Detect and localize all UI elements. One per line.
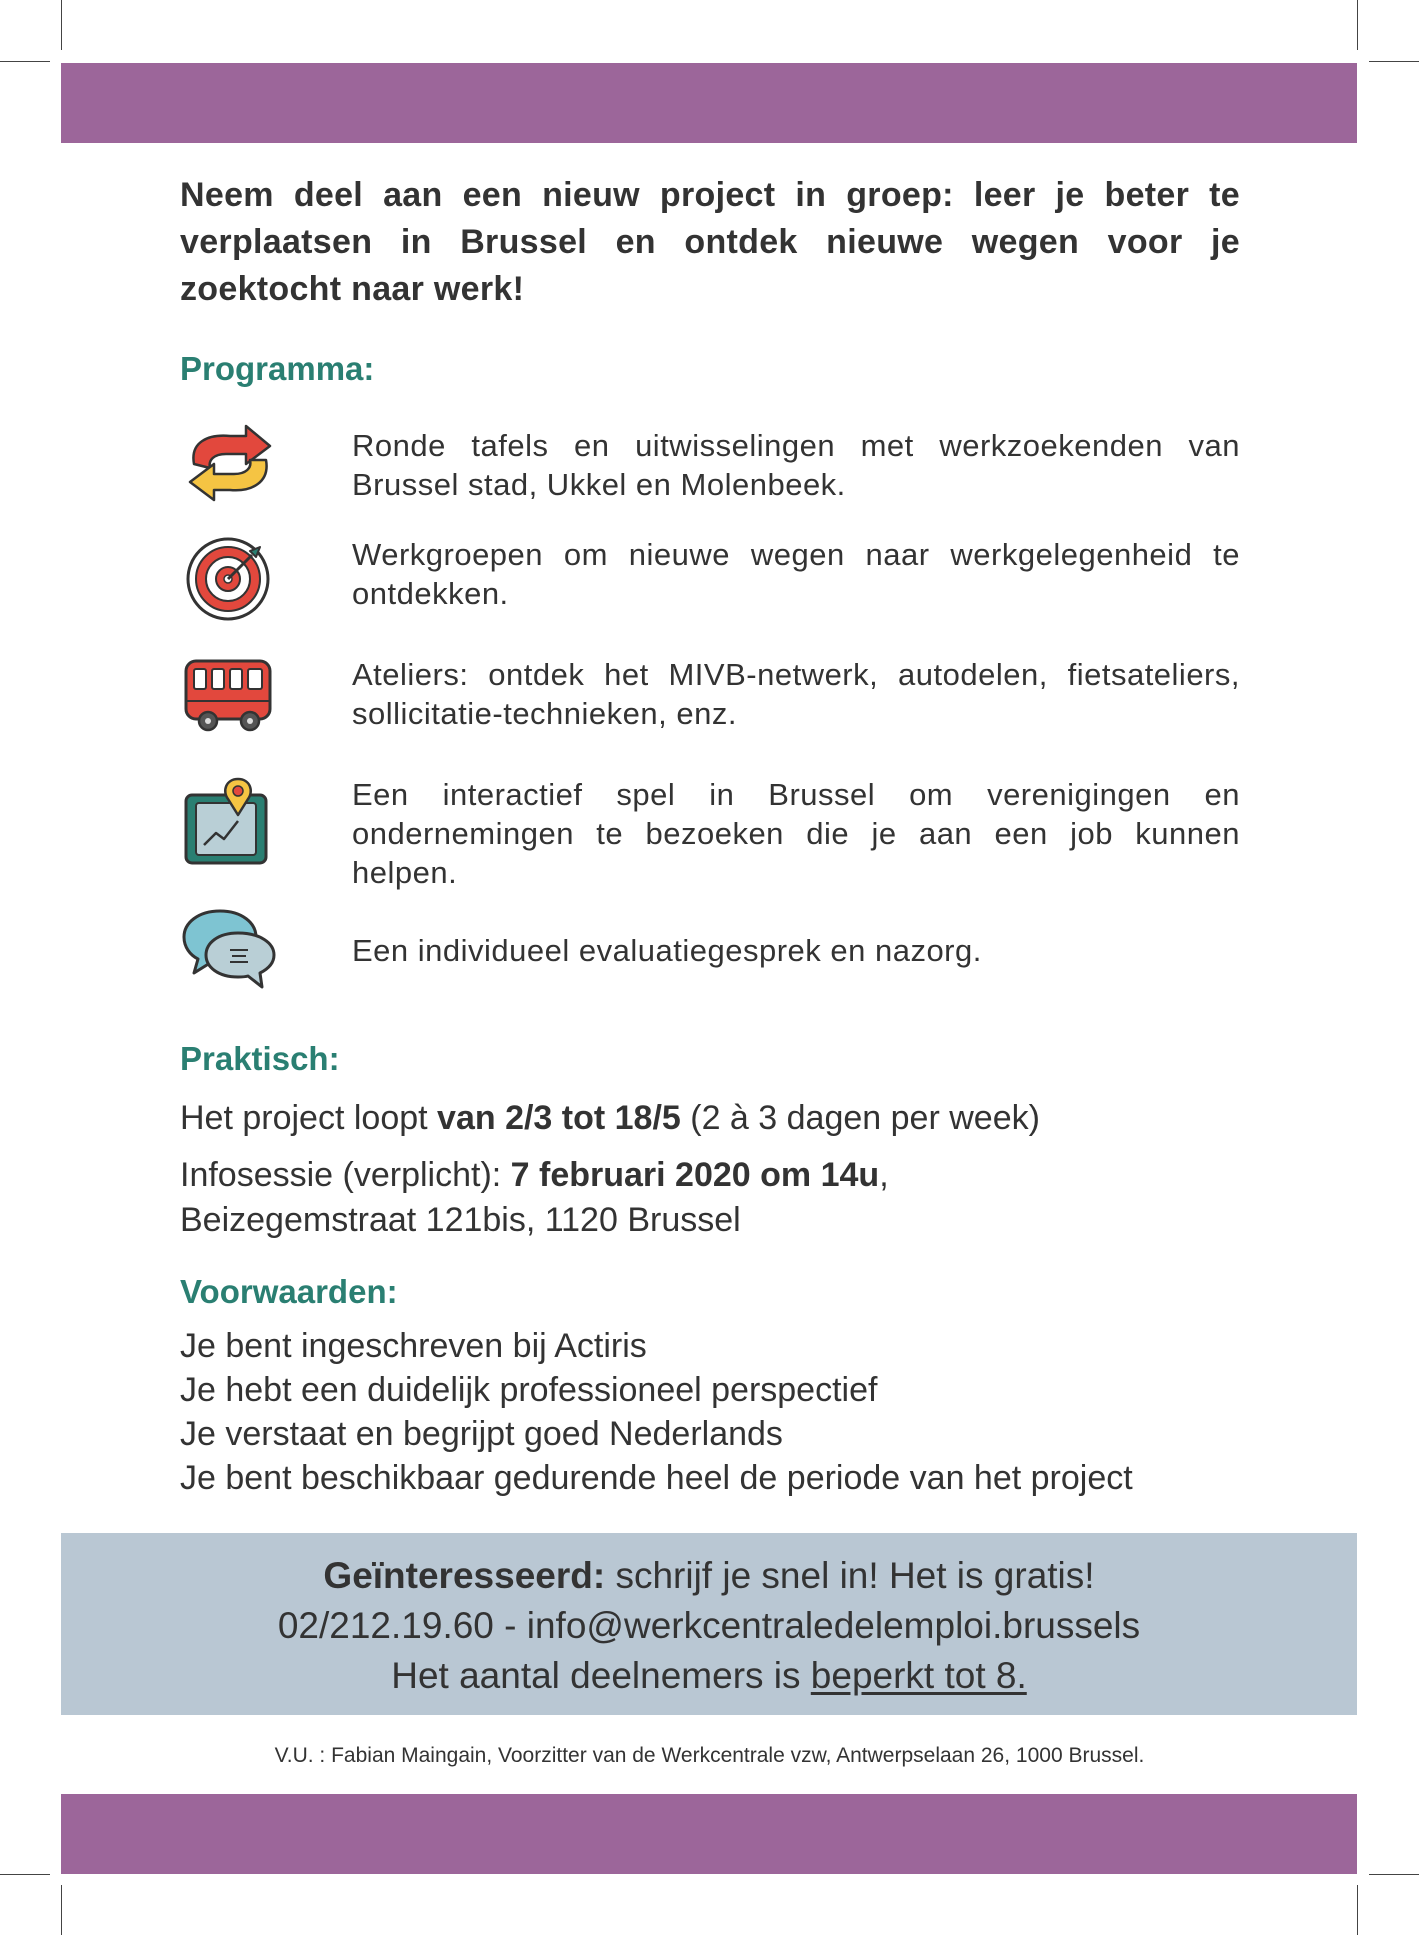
cta-line-3-prefix: Het aantal deelnemers is: [391, 1655, 811, 1696]
program-heading: Programma:: [180, 350, 375, 387]
project-dates: van 2/3 tot 18/5: [437, 1099, 681, 1137]
infosession-date: 7 februari 2020 om 14u: [510, 1156, 880, 1194]
address-line: Beizegemstraat 121bis, 1120 Brussel: [180, 1201, 741, 1239]
infosession-prefix: Infosessie (verplicht):: [180, 1156, 511, 1194]
project-dates-prefix: Het project loopt: [180, 1099, 438, 1137]
crop-mark: [1369, 1874, 1419, 1875]
crop-mark: [1357, 0, 1358, 50]
program-item-text: Werkgroepen om nieuwe wegen naar werkgelegenheid te ontdekken.: [352, 537, 1240, 611]
project-dates-suffix: (2 à 3 dagen per week): [680, 1099, 1040, 1137]
infosession-suffix: ,: [879, 1156, 889, 1194]
condition-item: Je bent beschikbaar gedurende heel de periode van het project: [180, 1459, 1133, 1497]
condition-item: Je verstaat en begrijpt goed Nederlands: [180, 1415, 783, 1453]
call-to-action-box: [61, 1533, 1357, 1715]
infosession-line: [180, 1153, 889, 1197]
participant-limit: beperkt tot 8.: [810, 1655, 1027, 1696]
bus-icon: [180, 655, 280, 745]
contact-info: 02/212.19.60 - info@werkcentraledelemploi.brussels: [277, 1605, 1141, 1646]
map-pin-icon: [180, 775, 280, 870]
top-color-band: [61, 63, 1357, 143]
conditions-heading: Voorwaarden:: [180, 1273, 398, 1310]
intro-text: Neem deel aan een nieuw project in groep: leer je beter te verplaatsen in Brussel en ontdek nieuwe wegen voor je zoektocht naar werk!: [180, 176, 1240, 308]
program-item-text: Ronde tafels en uitwisselingen met werkzoekenden van Brussel stad, Ukkel en Molenbeek.: [352, 428, 1240, 502]
condition-item: Je bent ingeschreven bij Actiris: [180, 1327, 647, 1365]
crop-mark: [0, 1874, 50, 1875]
program-item-text: Een individueel evaluatiegesprek en nazorg.: [352, 933, 982, 968]
program-item-text: Een interactief spel in Brussel om verenigingen en ondernemingen te bezoeken die je aan een job kunnen helpen.: [352, 777, 1240, 890]
speech-bubbles-icon: [180, 905, 280, 995]
cta-bold-label: Geïnteresseerd:: [323, 1555, 606, 1596]
practical-heading: Praktisch:: [180, 1040, 340, 1077]
cta-line-3: [61, 1655, 1357, 1697]
condition-item: Je hebt een duidelijk professioneel perspectief: [180, 1371, 878, 1409]
crop-mark: [0, 61, 50, 62]
crop-mark: [61, 0, 62, 50]
program-item-text: Ateliers: ontdek het MIVB-netwerk, autodelen, fietsateliers, sollicitatie-technieken, enz.: [352, 657, 1240, 731]
bottom-color-band: [61, 1794, 1357, 1874]
project-dates-line: [180, 1096, 1040, 1140]
crop-mark: [1357, 1885, 1358, 1935]
cta-line-1-rest: schrijf je snel in! Het is gratis!: [605, 1555, 1095, 1596]
crop-mark: [61, 1885, 62, 1935]
cta-line-1: [61, 1555, 1357, 1597]
target-dart-icon: [180, 535, 280, 625]
publisher-footer: V.U. : Fabian Maingain, Voorzitter van de Werkcentrale vzw, Antwerpselaan 26, 1000 Brussel.: [274, 1744, 1145, 1767]
crop-mark: [1369, 61, 1419, 62]
exchange-arrows-icon: [180, 420, 280, 510]
